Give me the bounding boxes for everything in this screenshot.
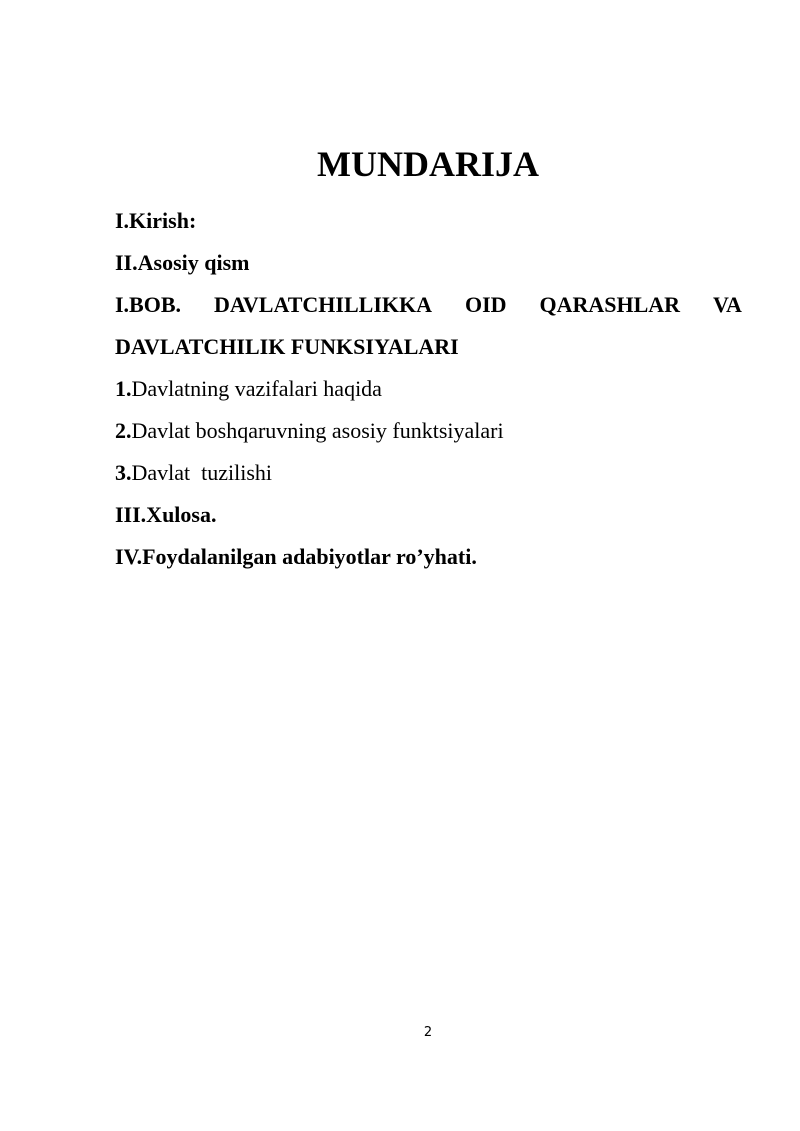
item-number: 2. <box>115 418 132 443</box>
bob-word: DAVLATCHILLIKKA <box>213 292 432 317</box>
item-text: Davlat boshqaruvning asosiy funktsiyalari <box>131 418 504 443</box>
toc-entry-adabiyotlar: IV.Foydalanilgan adabiyotlar ro’yhati. <box>115 544 477 569</box>
item-number: 3. <box>115 460 132 485</box>
page-title: MUNDARIJA <box>317 144 539 184</box>
toc-entry-item-1 <box>115 368 742 410</box>
toc-entry-asosiy-qism: II.Asosiy qism <box>115 250 250 275</box>
item-text: Davlat tuzilishi <box>131 460 273 485</box>
toc-entry-bob-heading-line2: DAVLATCHILIK FUNKSIYALARI <box>115 334 459 359</box>
toc-entry-item-3 <box>115 452 742 494</box>
item-text: Davlatning vazifalari haqida <box>131 376 382 401</box>
table-of-contents <box>115 200 742 578</box>
toc-entry-item-2 <box>115 410 742 452</box>
toc-entry-kirish: I.Kirish: <box>115 208 197 233</box>
bob-word: OID <box>464 292 507 317</box>
bob-word: I.BOB. <box>115 292 182 317</box>
page-number: 2 <box>423 1025 433 1040</box>
bob-word: VA <box>713 292 742 317</box>
item-number: 1. <box>115 376 132 401</box>
toc-entry-bob-heading <box>115 284 742 326</box>
bob-word: QARASHLAR <box>539 292 681 317</box>
toc-entry-xulosa: III.Xulosa. <box>115 502 217 527</box>
